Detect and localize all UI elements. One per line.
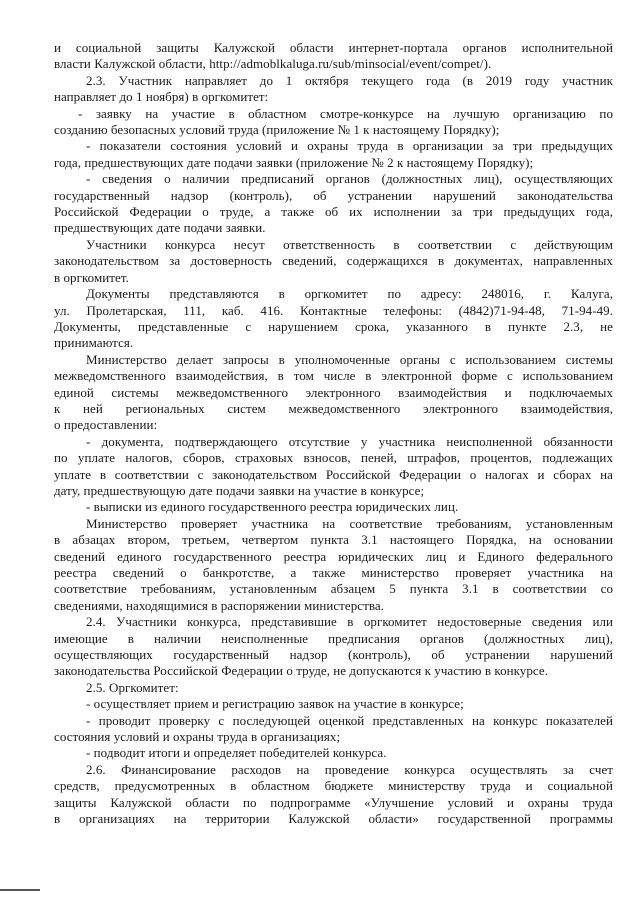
text-line: государственный надзор (контроль), об устранении нарушений законодательства (54, 187, 613, 203)
text-line: о предоставлении: (54, 417, 158, 433)
text-line: Документы представляются в оргкомитет по адресу: 248016, г. Калуга, (86, 286, 613, 302)
text-line: направляет до 1 ноября) в оргкомитет: (54, 89, 269, 105)
text-line: Участники конкурса несут ответственность в соответствии с действующим (86, 236, 613, 252)
text-line: состояния условий и охраны труда в организациях; (54, 729, 341, 745)
text-line: предшествующих дате подачи заявки. (54, 220, 266, 236)
text-line: средств, предусмотренных в областном бюджете министерству труда и социальной (54, 778, 613, 794)
text-line: - заявку на участие в областном смотре-конкурсе на лучшую организацию по (78, 105, 613, 121)
text-line: к ней региональных систем межведомственного электронного взаимодействия, (54, 400, 613, 416)
text-line: защиты Калужской области по подпрограмме «Улучшение условий и охраны труда (54, 794, 613, 810)
document-body (54, 40, 613, 828)
text-line: дату, предшествующую дате подачи заявки на участие в конкурсе; (54, 482, 425, 498)
text-line: Российской Федерации о труде, а также об их исполнении за три предыдущих года, (54, 204, 613, 220)
text-line: - документа, подтверждающего отсутствие у участника неисполненной обязанности (86, 433, 613, 449)
text-line: года, предшествующих дате подачи заявки (приложение № 2 к настоящему Порядку); (54, 154, 534, 170)
text-line: Документы, представленные с нарушением срока, указанного в пункте 2.3, не (54, 318, 613, 334)
text-line: осуществляющих государственный надзор (контроль), об устранении нарушений (54, 647, 613, 663)
text-line: реестра сведений о банкротстве, а также министерство проверяет участника на (54, 565, 613, 580)
text-line: Министерство делает запросы в уполномоченные органы с использованием системы (86, 351, 613, 367)
text-line: принимаются. (54, 335, 134, 351)
text-line: сведений единого государственного реестра юридических лиц и Единого федерального (54, 548, 613, 564)
text-line: законодательства Российской Федерации о труде, не допускаются к участию в конкурсе. (54, 663, 549, 679)
text-line: власти Калужской области, http://admoblkaluga.ru/sub/minsocial/event/compet/). (54, 56, 492, 72)
text-line: - выписки из единого государственного реестра юридических лиц. (86, 499, 459, 515)
text-line: в абзацах втором, третьем, четвертом пункта 3.1 настоящего Порядка, на основании (54, 532, 613, 548)
text-line: в оргкомитет. (54, 269, 129, 285)
text-line: - проводит проверку с последующей оценкой представленных на конкурс показателей (86, 712, 613, 728)
text-line: 2.6. Финансирование расходов на проведение конкурса осуществлять за счет (86, 761, 613, 777)
text-line: Министерство проверяет участника на соответствие требованиям, установленным (86, 515, 613, 531)
text-line: межведомственного взаимодействия, в том числе в электронной форме с использованием (54, 368, 613, 384)
text-line: уплате в соответствии с законодательством Российской Федерации о налогах и сборах на (54, 466, 613, 482)
text-line: сведениями, находящимися в распоряжении министерства. (54, 597, 384, 613)
page-edge-mark (0, 889, 40, 891)
text-line: 2.4. Участники конкурса, представившие в оргкомитет недостоверные сведения или (86, 614, 613, 630)
text-line: законодательством за достоверность сведений, содержащихся в документах, направленных (54, 253, 613, 269)
text-line: ул. Пролетарская, 111, каб. 416. Контактные телефоны: (4842)71-94-48, 71-94-49. (54, 302, 613, 318)
text-line: - осуществляет прием и регистрацию заявок на участие в конкурсе; (86, 696, 464, 712)
text-line: - сведения о наличии предписаний органов (должностных лиц), осуществляющих (86, 171, 613, 187)
text-line: по уплате налогов, сборов, страховых взносов, пеней, штрафов, процентов, подлежащих (54, 450, 613, 466)
text-line: имеющие в наличии неисполненные предписания органов (должностных лиц), (54, 630, 613, 646)
text-line: - подводит итоги и определяет победителей конкурса. (86, 745, 387, 761)
text-line: созданию безопасных условий труда (приложение № 1 к настоящему Порядку); (54, 122, 500, 138)
text-line: 2.3. Участник направляет до 1 октября текущего года (в 2019 году участник (86, 72, 613, 88)
text-line: - показатели состояния условий и охраны труда в организации за три предыдущих (86, 138, 613, 154)
text-line: в организациях на территории Калужской области» государственной программы (54, 811, 613, 827)
text-line: соответствие требованиям, установленным абзацем 5 пункта 3.1 в соответствии со (54, 581, 613, 597)
text-line: 2.5. Оргкомитет: (86, 679, 179, 695)
text-line: и социальной защиты Калужской области интернет-портала органов исполнительной (54, 40, 613, 55)
text-line: единой системы межведомственного электронного взаимодействия и подключаемых (54, 384, 613, 400)
